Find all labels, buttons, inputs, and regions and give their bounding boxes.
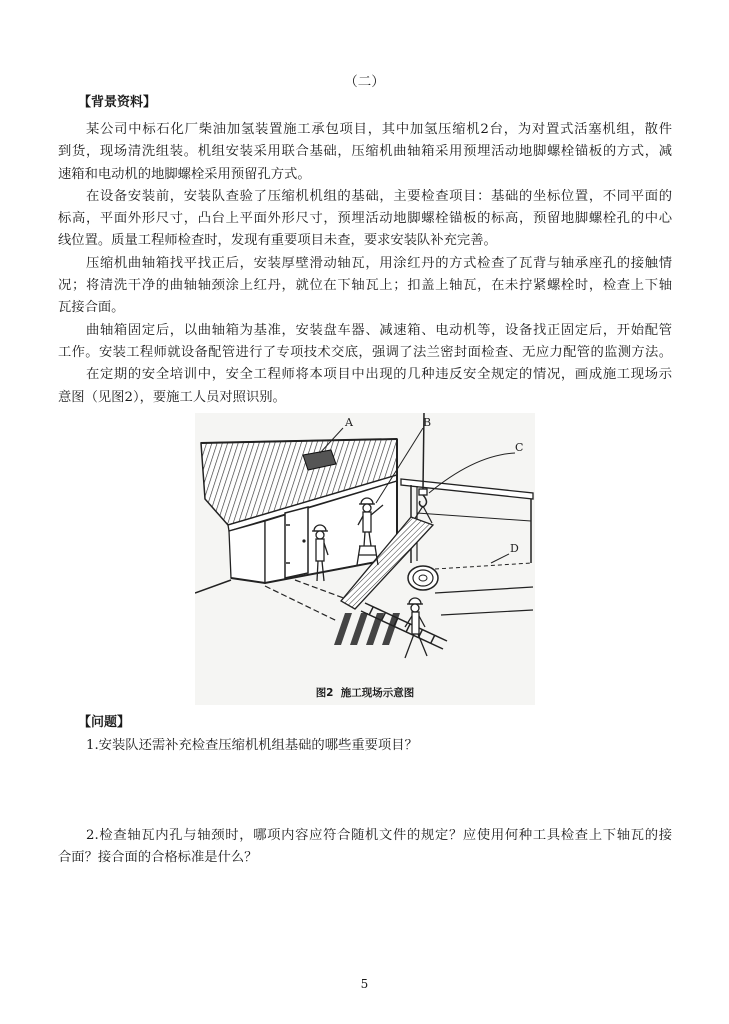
paragraph-2-line-3: 线位置。质量工程师检查时，发现有重要项目未查，要求安装队补充完善。 bbox=[58, 233, 497, 249]
section-title: （二） bbox=[344, 74, 385, 90]
head bbox=[411, 604, 419, 612]
drum-hub bbox=[419, 575, 427, 581]
head bbox=[316, 531, 324, 539]
paragraph-5-line-2: 意图（见图2），要施工人员对照识别。 bbox=[58, 389, 286, 405]
paragraph-1-line-3: 速箱和电动机的地脚螺栓采用预留孔方式。 bbox=[58, 166, 311, 182]
hardhat-icon bbox=[409, 598, 421, 604]
question-2-line-1: 2.检查轴瓦内孔与轴颈时，哪项内容应符合随机文件的规定？应使用何种工具检查上下轴瓦的接 bbox=[86, 828, 672, 843]
paragraph-3-line-3: 瓦接合面。 bbox=[58, 300, 125, 316]
paragraph-3-line-1: 压缩机曲轴箱找平找正后，安装厚壁滑动轴瓦，用涂红丹的方式检查了瓦背与轴承座孔的接触情 bbox=[86, 255, 672, 271]
torso bbox=[363, 512, 371, 532]
hardhat-icon bbox=[361, 498, 373, 504]
cable-drum bbox=[408, 566, 438, 590]
construction-site-illustration bbox=[195, 413, 535, 683]
sling-line bbox=[423, 506, 432, 523]
question-2 bbox=[58, 825, 672, 870]
label-b: B bbox=[423, 416, 432, 429]
leg bbox=[405, 634, 414, 658]
background-heading: 【背景资料】 bbox=[78, 95, 157, 110]
crosswalk-stripe bbox=[350, 613, 368, 645]
questions-heading: 【问题】 bbox=[78, 715, 131, 730]
hook-block bbox=[419, 489, 427, 495]
paragraph-3-line-2: 况；将清洗干净的曲轴轴颈涂上红丹，就位在下轴瓦上；扣盖上轴瓦，在未拧紧螺栓时，检查上下轴 bbox=[58, 278, 672, 294]
paragraph-4-line-2: 工作。安装工程师就设备配管进行了专项技术交底，强调了法兰密封面检查、无应力配管的监测方法。 bbox=[58, 344, 672, 360]
ground-line-right-2 bbox=[441, 610, 533, 615]
crosswalk-stripe bbox=[334, 613, 352, 645]
frame-inner-line bbox=[417, 513, 531, 521]
paragraph-4-line-1: 曲轴箱固定后，以曲轴箱为基准，安装盘车器、减速箱、电动机等，设备找正固定后，开始配管 bbox=[86, 322, 672, 338]
side-wall bbox=[229, 521, 265, 583]
walkway-line-1 bbox=[265, 586, 337, 621]
hardhat-icon bbox=[314, 525, 326, 531]
ladder-rung bbox=[369, 607, 373, 615]
arm bbox=[419, 616, 425, 627]
paragraph-5-line-1: 在定期的安全培训中，安全工程师将本项目中出现的几种违反安全规定的情况，画成施工现场示 bbox=[86, 367, 672, 383]
hook-icon bbox=[419, 495, 426, 507]
question-1-line-1: 1.安装队还需补充检查压缩机机组基础的哪些重要项目？ bbox=[86, 738, 418, 753]
barrier-rope bbox=[435, 563, 531, 569]
leader-d bbox=[491, 554, 509, 563]
crosswalk-stripes bbox=[334, 613, 400, 645]
figure-2 bbox=[195, 413, 535, 705]
ground-line-right-1 bbox=[435, 587, 533, 593]
label-a: A bbox=[345, 416, 353, 429]
label-d: D bbox=[510, 542, 519, 555]
head bbox=[363, 504, 371, 512]
background-text bbox=[58, 119, 672, 409]
paragraph-2-line-1: 在设备安装前，安装队查验了压缩机机组的基础，主要检查项目：基础的坐标位置，不同平面的 bbox=[86, 188, 672, 204]
torso bbox=[412, 612, 419, 634]
ground-edge-left bbox=[195, 580, 231, 593]
paragraph-2-line-2: 标高，平面外形尺寸，凸台上平面外形尺寸，预埋活动地脚螺栓锚板的标高，预留地脚螺栓孔的中心 bbox=[58, 211, 672, 227]
page-number: 5 bbox=[360, 977, 369, 991]
leg bbox=[418, 634, 427, 656]
paragraph-1-line-1: 某公司中标石化厂柴油加氢装置施工承包项目，其中加氢压缩机2台，为对置式活塞机组，散件 bbox=[86, 122, 672, 137]
door-knob bbox=[302, 539, 305, 542]
question-1 bbox=[58, 735, 672, 757]
paragraph-1-line-2: 到货，现场清洗组装。机组安装采用联合基础，压缩机曲轴箱采用预埋活动地脚螺栓锚板的方式，减 bbox=[58, 144, 672, 160]
torso bbox=[316, 539, 324, 561]
figure-caption: 图2 施工现场示意图 bbox=[315, 687, 415, 699]
ladder-rung bbox=[431, 635, 435, 643]
question-2-line-2: 合面？接合面的合格标准是什么？ bbox=[58, 850, 258, 866]
label-c: C bbox=[515, 441, 524, 454]
